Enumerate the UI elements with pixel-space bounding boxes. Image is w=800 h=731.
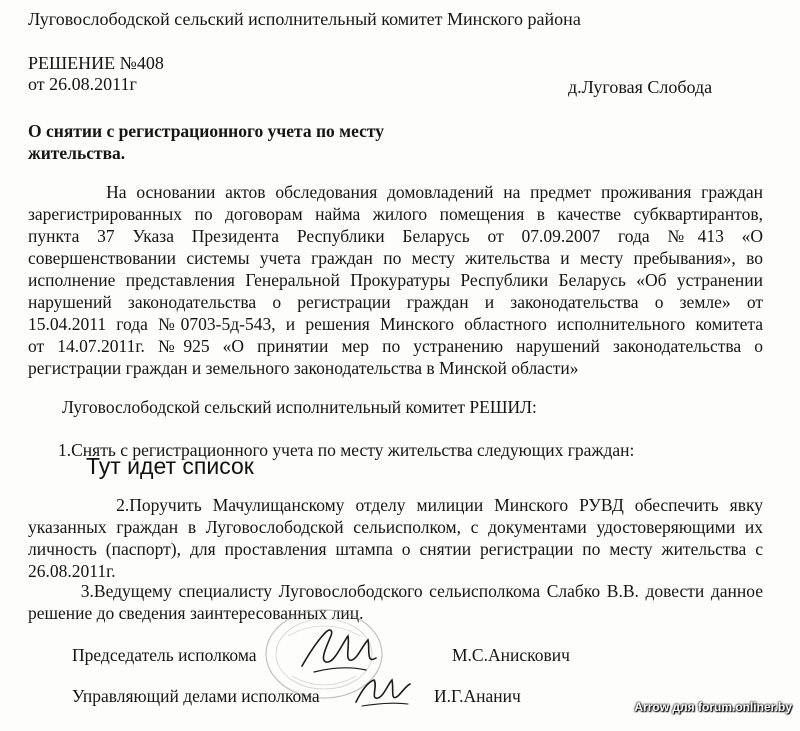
manager-name: И.Г.Ананич xyxy=(434,686,521,706)
list-placeholder-note: Тут идет список xyxy=(86,453,254,479)
item3-line: 3.Ведущему специалисту Луговослободского сельисполкома Слабко В.В. довести данное xyxy=(28,581,763,601)
intro-line: пункта 37 Указа Президента Республики Беларусь от 07.09.2007 года №413 «О xyxy=(28,226,763,246)
item2-line: 26.08.2011г. xyxy=(28,561,116,581)
intro-line: от 14.07.2011г. №925 «О принятии мер по устранению нарушений законодательства о xyxy=(28,336,763,356)
source-watermark: Arrow для forum.onliner.by xyxy=(634,700,792,714)
intro-line: совершенствовании системы учета граждан по месту жительства и месту пребывания», во xyxy=(28,248,763,268)
decision-number: РЕШЕНИЕ №408 xyxy=(28,53,164,73)
subject-line-2: жительства. xyxy=(28,143,126,163)
committee-header: Луговослободской сельский исполнительный комитет Минского района xyxy=(28,9,581,29)
intro-line: нарушений законодательства о регистрации граждан и законодательства о земле» от xyxy=(28,292,763,312)
chairman-title: Председатель исполкома xyxy=(72,645,257,665)
decision-subject xyxy=(28,120,448,164)
decision-item-1: 1.Снять с регистрационного учета по месту жительства следующих граждан: xyxy=(58,440,635,460)
manager-signature-icon xyxy=(352,672,414,712)
intro-line: зарегистрированных по договорам найма жилого помещения в качестве субквартирантов, xyxy=(28,204,763,224)
item2-line: личность (паспорт), для проставления штампа о снятии регистрации по месту жительства с xyxy=(28,539,763,559)
item2-line: 2.Поручить Мачулищанскому отделу милиции Минского РУВД обеспечить явку xyxy=(28,495,763,515)
decision-date: от 26.08.2011г xyxy=(28,74,137,94)
decision-place: д.Луговая Слобода xyxy=(568,77,713,97)
manager-title: Управляющий делами исполкома xyxy=(72,686,320,706)
resolved-statement: Луговослободской сельский исполнительный комитет РЕШИЛ: xyxy=(62,397,537,417)
intro-line: регистрации граждан и земельного законодательства в Минской области» xyxy=(28,358,579,378)
intro-line: На основании актов обследования домовладений на предмет проживания граждан xyxy=(28,182,763,202)
chairman-name: М.С.Анискович xyxy=(452,645,570,665)
intro-line: исполнение представления Генеральной Прокуратуры Республики Беларусь «Об устранении xyxy=(28,270,763,290)
decision-item-2 xyxy=(28,494,763,582)
decision-item-3 xyxy=(28,580,763,624)
intro-paragraph xyxy=(28,181,763,379)
subject-line-1: О снятии с регистрационного учета по месту xyxy=(28,121,384,141)
item2-line: указанных граждан в Луговослободской сельисполком, с документами удостоверяющими их xyxy=(28,517,763,537)
item3-line: решение до сведения заинтересованных лиц. xyxy=(28,603,364,623)
intro-line: 15.04.2011 года №0703-5д-543, и решения Минского областного исполнительного комитета xyxy=(28,314,763,334)
